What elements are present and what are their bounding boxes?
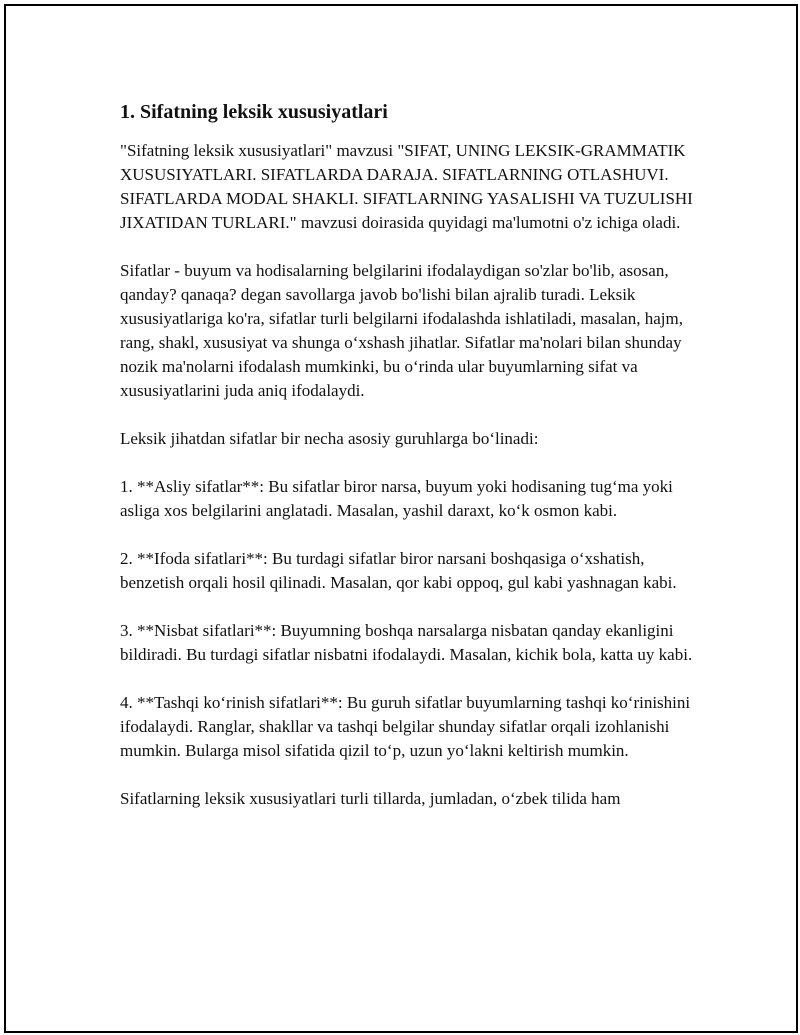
groups-intro-paragraph: Leksik jihatdan sifatlar bir necha asosiy guruhlarga bo‘linadi: bbox=[120, 429, 539, 448]
section-heading: 1. Sifatning leksik xususiyatlari bbox=[120, 101, 388, 123]
closing-paragraph: Sifatlarning leksik xususiyatlari turli tillarda, jumladan, o‘zbek tilida ham bbox=[120, 789, 621, 808]
page-frame bbox=[4, 4, 798, 1033]
group-item-1: 1. **Asliy sifatlar**: Bu sifatlar biror narsa, buyum yoki hodisaning tug‘ma yoki asliga xos belgilarini anglatadi. Masalan, yashil daraxt, ko‘k osmon kabi. bbox=[120, 477, 673, 520]
group-item-2: 2. **Ifoda sifatlari**: Bu turdagi sifatlar biror narsani boshqasiga o‘xshatish, benzetish orqali hosil qilinadi. Masalan, qor kabi oppoq, gul kabi yashnagan kabi. bbox=[120, 549, 677, 592]
document-body bbox=[120, 98, 700, 835]
group-item-4: 4. **Tashqi ko‘rinish sifatlari**: Bu guruh sifatlar buyumlarning tashqi ko‘rinishini ifodalaydi. Ranglar, shakllar va tashqi belgilar shunday sifatlar orqali izohlanishi mumkin. Bularga misol sifatida qizil to‘p, uzun yo‘lakni keltirish mumkin. bbox=[120, 693, 691, 760]
definition-paragraph: Sifatlar - buyum va hodisalarning belgilarini ifodalaydigan so'zlar bo'lib, asosan, qanday? qanaqa? degan savollarga javob bo'lishi bilan ajralib turadi. Leksik xususiyatlariga ko'ra, sifatlar turli belgilarni ifodalashda ishlatiladi, masalan, hajm, rang, shakl, xususiyat va shunga o‘xshash jihatlar. Sifatlar ma'nolari bilan shunday nozik ma'nolarni ifodalash mumkinki, bu o‘rinda ular buyumlarning sifat va xususiyatlarini juda aniq ifodalaydi. bbox=[120, 261, 683, 400]
intro-paragraph: "Sifatning leksik xususiyatlari" mavzusi "SIFAT, UNING LEKSIK-GRAMMATIK XUSUSIYATLARI. SIFATLARDA DARAJA. SIFATLARNING OTLASHUVI. SIFATLARDA MODAL SHAKLI. SIFATLARNING YASALISHI VA TUZULISHI JIXATIDAN TURLARI." mavzusi doirasida quyidagi ma'lumotni o'z ichiga oladi. bbox=[120, 141, 693, 232]
group-item-3: 3. **Nisbat sifatlari**: Buyumning boshqa narsalarga nisbatan qanday ekanligini bildiradi. Bu turdagi sifatlar nisbatni ifodalaydi. Masalan, kichik bola, katta uy kabi. bbox=[120, 621, 693, 664]
